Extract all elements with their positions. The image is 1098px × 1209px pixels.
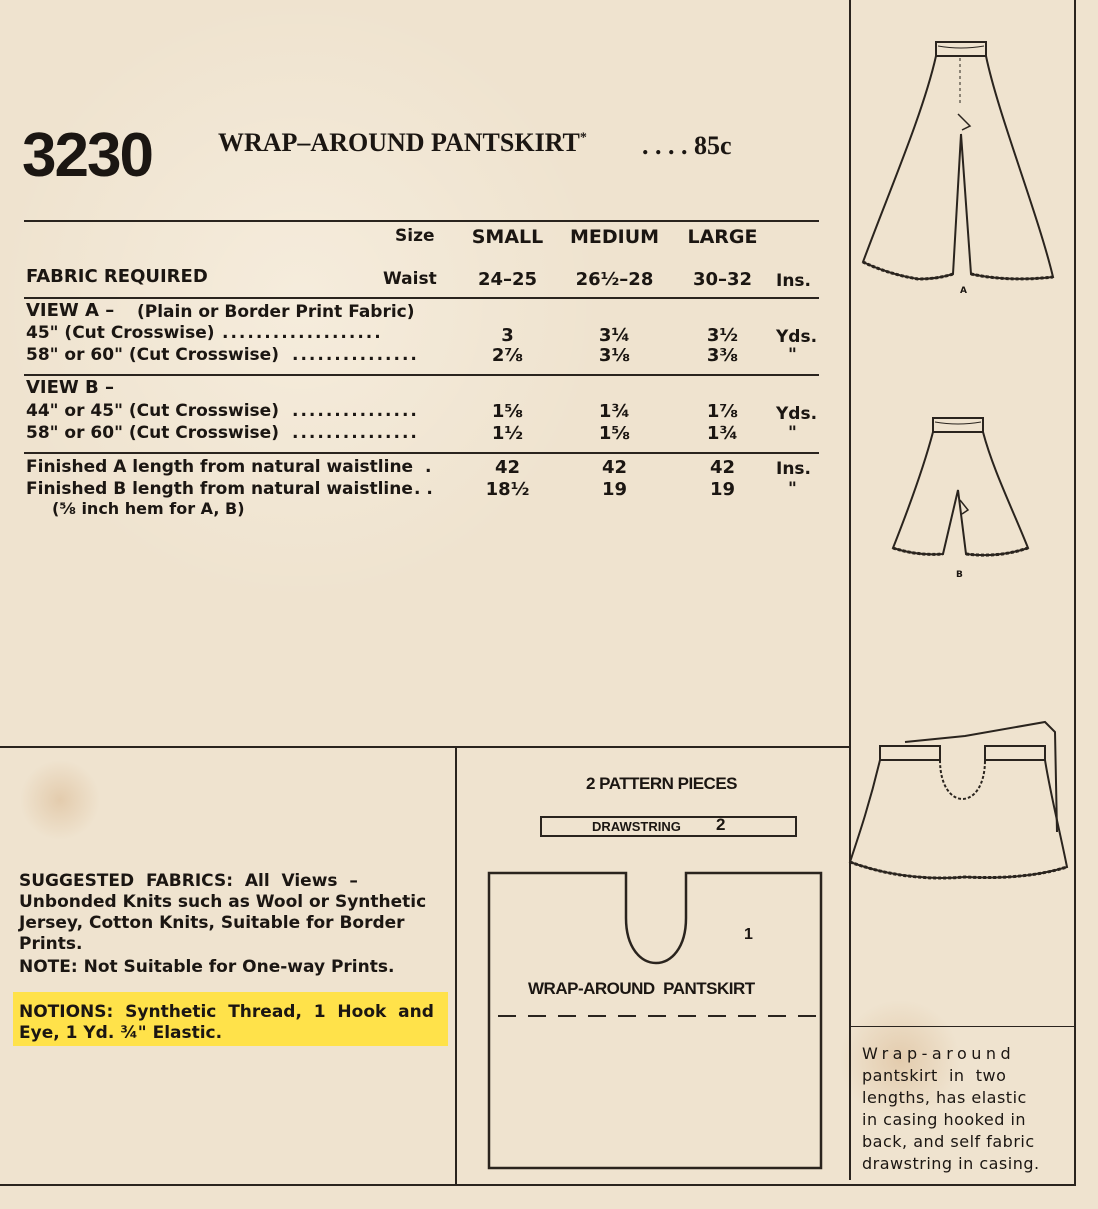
main-piece-label: WRAP-AROUND PANTSKIRT [528, 979, 755, 998]
right-column-divider [849, 0, 851, 1180]
view-b-row-1-medium: 1¾ [598, 401, 631, 422]
pattern-price: . . . . 85c [642, 131, 732, 160]
waist-medium: 26½–28 [575, 269, 654, 290]
main-piece-outline [489, 873, 821, 1168]
view-a-note: (Plain or Border Print Fabric) [137, 302, 415, 322]
description-line: in casing hooked in [862, 1110, 1027, 1129]
notions [19, 1002, 434, 1044]
view-a-row-2-label: 58" or 60" (Cut Crosswise) [26, 345, 279, 365]
view-b-row-1-label: 44" or 45" (Cut Crosswise) [26, 401, 279, 421]
finished-b-medium: 19 [601, 479, 628, 500]
size-medium: MEDIUM [569, 226, 660, 248]
description-line: back, and self fabric [862, 1132, 1035, 1151]
main-piece-number: 1 [744, 926, 753, 943]
description-line: Wrap-around [862, 1044, 1016, 1063]
flat-pantskirt-illustration [845, 712, 1075, 892]
suggested-fabrics-line: Prints. [19, 934, 83, 954]
suggested-fabrics-line: Unbonded Knits such as Wool or Synthetic [19, 892, 427, 912]
finished-a-large: 42 [709, 457, 736, 478]
leader-dots: ............... [292, 401, 419, 421]
notions-line: Eye, 1 Yd. ¾" Elastic. [19, 1023, 223, 1043]
view-a-row-2-unit: " [788, 345, 797, 365]
leader-dots: ............... [292, 423, 419, 443]
finished-a-small: 42 [494, 457, 521, 478]
suggested-fabrics [19, 871, 426, 979]
description-line: pantskirt in two [862, 1066, 1007, 1085]
finished-b-small: 18½ [485, 479, 530, 500]
view-a-row-2-medium: 3⅛ [598, 345, 631, 366]
main-pattern-piece [486, 868, 826, 1173]
finished-a-unit: Ins. [776, 459, 812, 479]
view-b-rule [24, 452, 819, 454]
view-a-row-1-small: 3 [501, 325, 514, 346]
pattern-number: 3230 [22, 121, 152, 190]
suggested-fabrics-line: SUGGESTED FABRICS: All Views – [19, 871, 358, 891]
view-b-heading: VIEW B – [26, 377, 115, 398]
finished-a-medium: 42 [601, 457, 628, 478]
view-b-label: B [956, 570, 963, 580]
view-a-row-1-unit: Yds. [776, 327, 818, 347]
size-small: SMALL [471, 226, 544, 248]
description-line: lengths, has elastic [862, 1088, 1027, 1107]
pattern-title-text: WRAP–AROUND PANTSKIRT [218, 128, 580, 157]
view-b-row-2-small: 1½ [491, 423, 524, 444]
view-a-label: A [960, 286, 967, 296]
drawstring-piece [540, 816, 797, 837]
view-b-row-2-medium: 1⅝ [598, 423, 631, 444]
view-b-row-2-large: 1¾ [706, 423, 739, 444]
leader-dots: . [425, 457, 432, 477]
view-a-illustration [858, 34, 1068, 299]
view-b-row-2-label: 58" or 60" (Cut Crosswise) [26, 423, 279, 443]
bottom-divider [0, 1184, 1076, 1186]
leader-dots: ............... [292, 345, 419, 365]
view-a-rule [24, 374, 819, 376]
fabric-required-label: FABRIC REQUIRED [26, 266, 208, 287]
bottom-column-divider [455, 746, 457, 1186]
description-line: drawstring in casing. [862, 1154, 1040, 1173]
view-a-row-1-large: 3½ [706, 325, 739, 346]
view-b-row-1-unit: Yds. [776, 404, 818, 424]
waist-small: 24–25 [477, 269, 538, 290]
waist-label: Waist [383, 269, 437, 289]
notions-line: NOTIONS: Synthetic Thread, 1 Hook and [19, 1002, 434, 1022]
view-a-row-1-label: 45" (Cut Crosswise) [26, 323, 215, 343]
table-top-rule [24, 220, 819, 222]
view-b-row-1-small: 1⅝ [491, 401, 524, 422]
view-b-illustration [888, 410, 1038, 570]
middle-divider [0, 746, 850, 748]
size-label: Size [395, 226, 435, 246]
pattern-title [218, 128, 587, 158]
waist-large: 30–32 [692, 269, 753, 290]
leader-dots: ................... [222, 323, 383, 343]
suggested-fabrics-line: Jersey, Cotton Knits, Suitable for Border [19, 913, 405, 933]
size-large: LARGE [687, 226, 758, 248]
view-a-row-2-small: 2⅞ [491, 345, 524, 366]
drawstring-number: 2 [716, 815, 726, 834]
table-header-rule [24, 297, 819, 299]
finished-b-large: 19 [709, 479, 736, 500]
view-a-row-2-large: 3⅜ [706, 345, 739, 366]
outer-right-edge [1074, 0, 1076, 1185]
title-asterisk: * [579, 130, 587, 146]
view-a-row-1-medium: 3¼ [598, 325, 631, 346]
waist-unit: Ins. [776, 271, 812, 291]
finished-a-label: Finished A length from natural waistline [26, 457, 414, 477]
fabric-note: NOTE: Not Suitable for One-way Prints. [19, 957, 395, 977]
leader-dots: . . [414, 479, 433, 499]
drawstring-label: DRAWSTRING [592, 819, 681, 834]
view-b-row-1-large: 1⅞ [706, 401, 739, 422]
pattern-description [862, 1043, 1062, 1175]
finished-b-unit: " [788, 479, 797, 499]
pattern-pieces-heading: 2 PATTERN PIECES [586, 774, 738, 793]
finished-b-label: Finished B length from natural waistline [26, 479, 413, 499]
view-a-heading: VIEW A – [26, 300, 115, 321]
hem-note: (⅝ inch hem for A, B) [52, 499, 245, 518]
description-top-border [851, 1026, 1075, 1027]
view-b-row-2-unit: " [788, 423, 797, 443]
